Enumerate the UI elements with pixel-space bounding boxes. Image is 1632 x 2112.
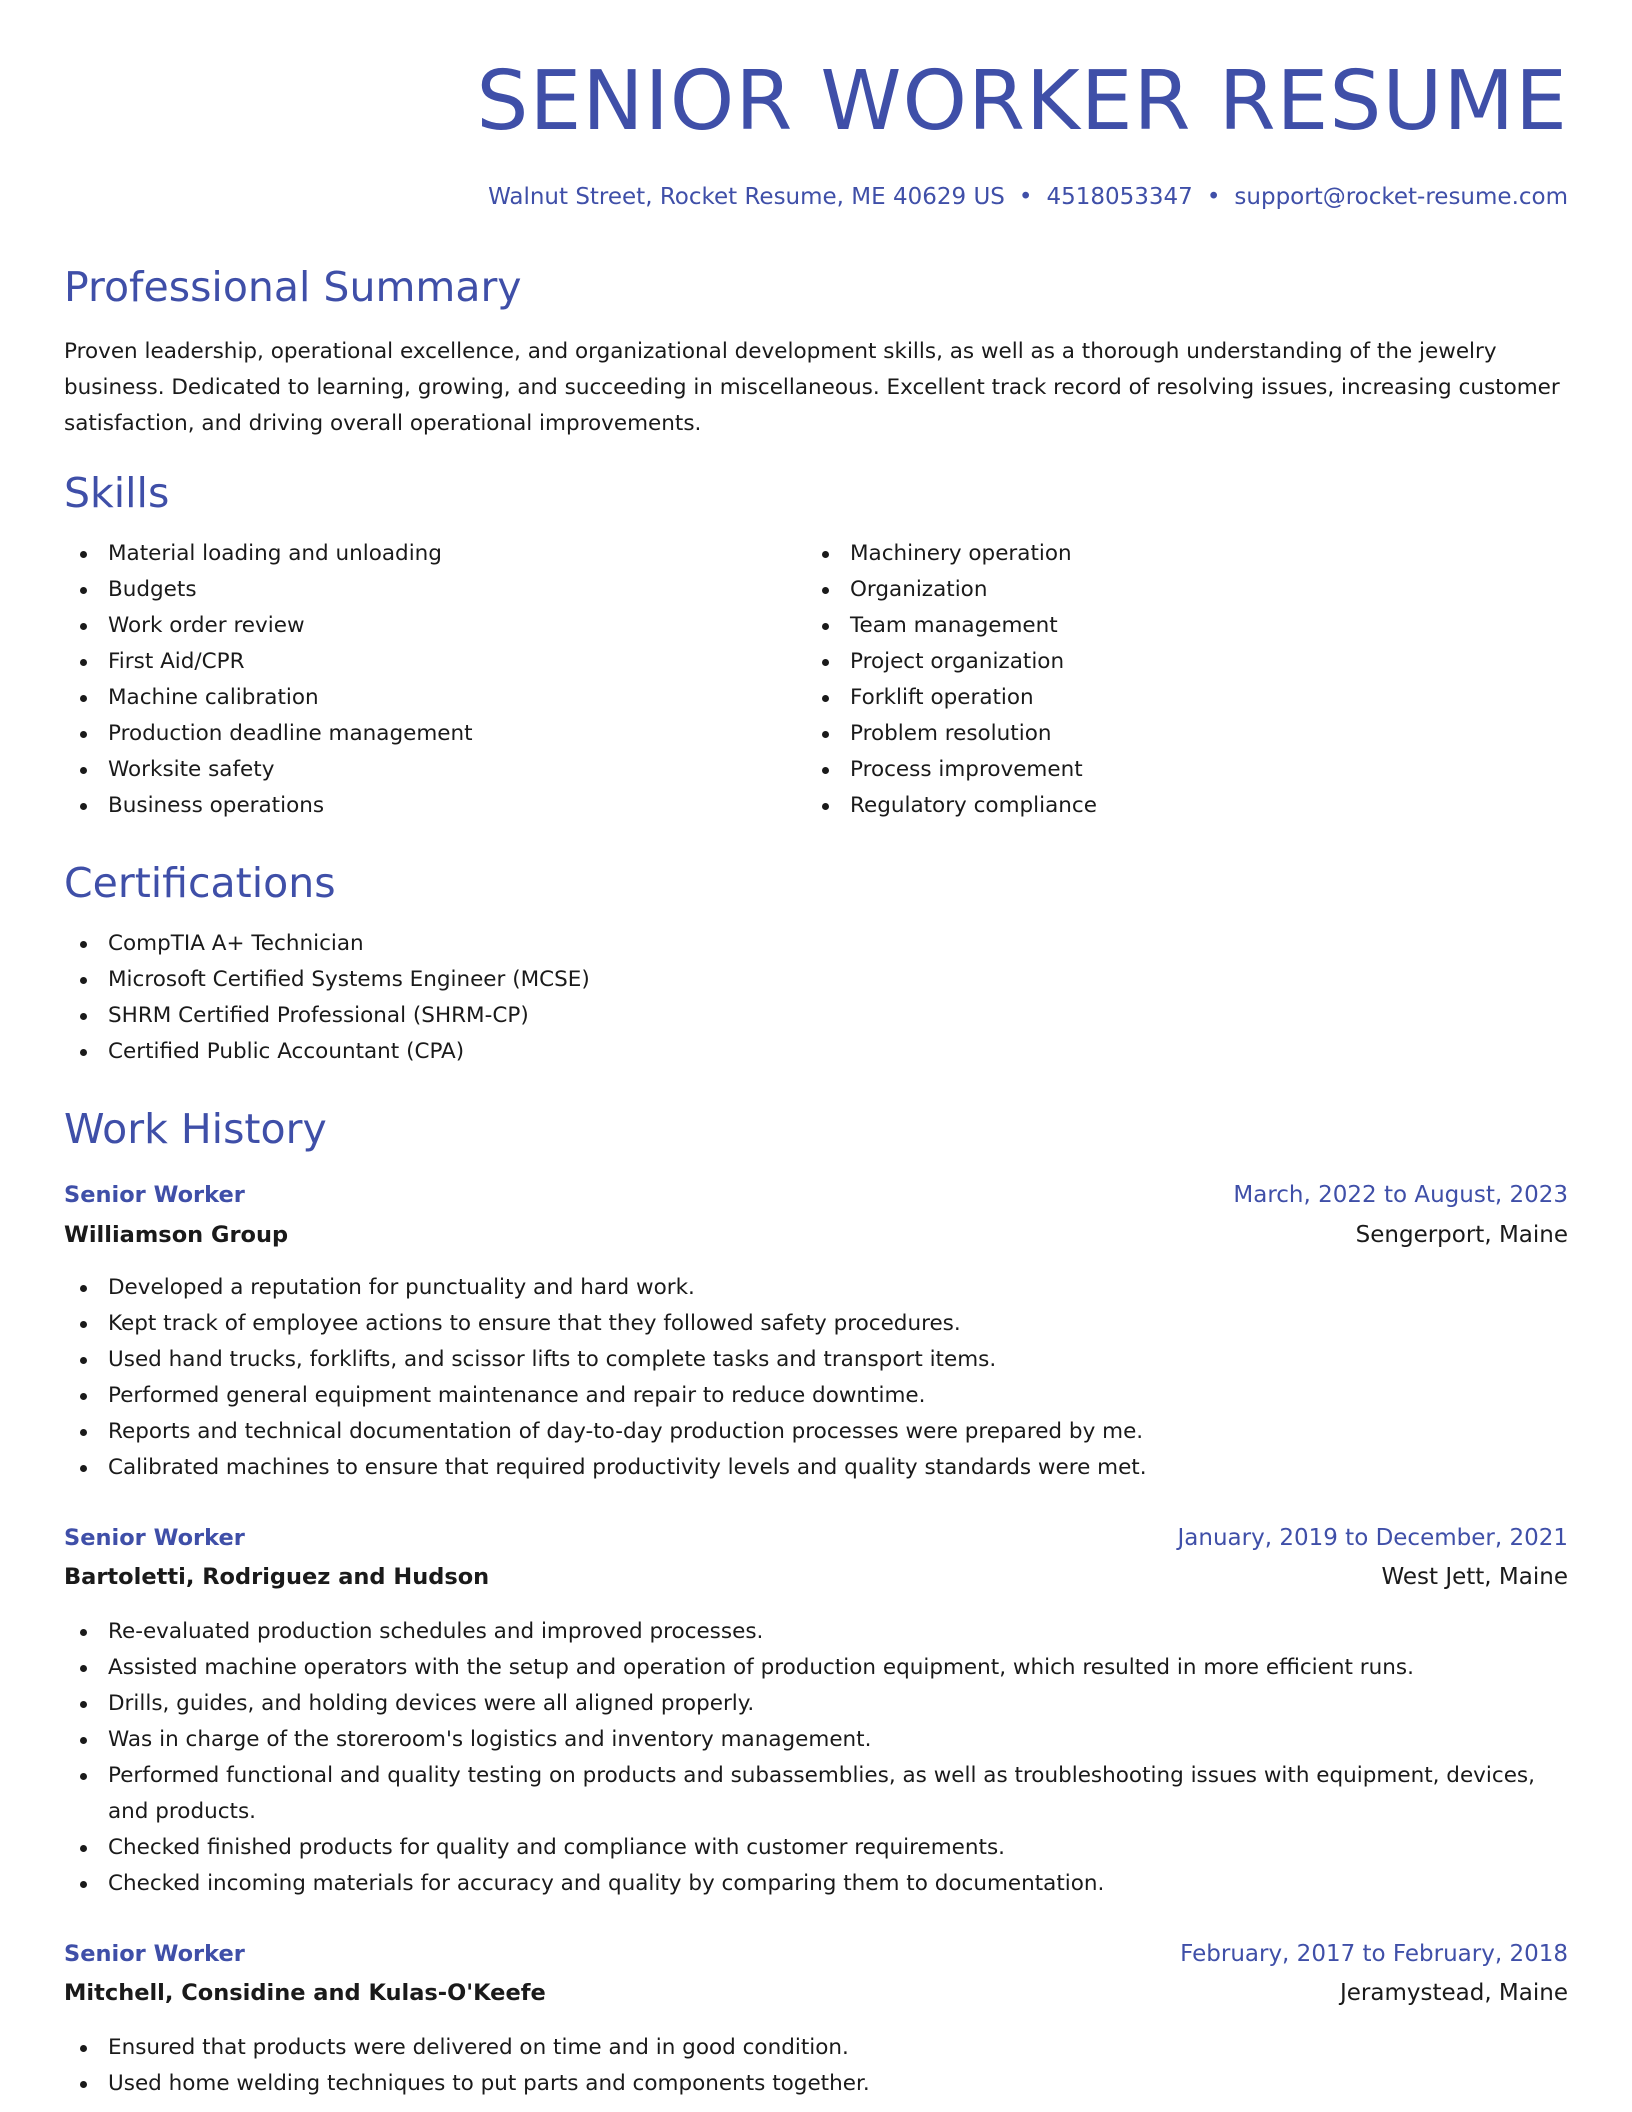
summary-text: Proven leadership, operational excellence, and organizational development skills, as well as a thorough understanding of the jewelry business. Dedicated to learning, growing, and succeeding in miscellaneous. Excellent track record of resolving issues, increasing customer satisfaction, and driving overall operational improvements. [64,339,1560,436]
job-duty-item: Developed a reputation for punctuality and hard work. [64,1270,1568,1306]
skill-item: Production deadline management [64,716,764,752]
bullet-separator: • [1018,184,1033,210]
resume-title: SENIOR WORKER RESUME [476,54,1568,149]
job-duty-item: Re-evaluated production schedules and improved processes. [64,1614,1568,1650]
job-duties-list [64,1614,1568,1902]
certification-item: CompTIA A+ Technician [64,926,1568,962]
skills-list-right [806,536,1506,824]
skill-item: Project organization [806,644,1506,680]
skill-item: Regulatory compliance [806,788,1506,824]
section-heading-certifications: Certifications [64,859,336,907]
skill-item: Team management [806,608,1506,644]
job-duty-item: Kept track of employee actions to ensure that they followed safety procedures. [64,1306,1568,1342]
job-duty-item: Ensured that products were delivered on time and in good condition. [64,2030,1568,2066]
job-duty-item: Performed general equipment maintenance and repair to reduce downtime. [64,1378,1568,1414]
job-duty-item: Checked incoming materials for accuracy and quality by comparing them to documentation. [64,1866,1568,1902]
job-duty-item: Calibrated machines to ensure that required productivity levels and quality standards were met. [64,1450,1568,1486]
contact-email[interactable]: support@rocket-resume.com [1234,184,1568,210]
skill-item: Machine calibration [64,680,764,716]
section-heading-summary: Professional Summary [64,263,522,311]
job-duty-item: Drills, guides, and holding devices were all aligned properly. [64,1686,1568,1722]
job-duty-item: Used hand trucks, forklifts, and scissor lifts to complete tasks and transport items. [64,1342,1568,1378]
contact-address: Walnut Street, Rocket Resume, ME 40629 US [488,184,1005,210]
skill-item: Organization [806,572,1506,608]
job-dates: January, 2019 to December, 2021 [1177,1525,1568,1551]
bullet-separator: • [1206,184,1221,210]
certifications-list [64,926,1568,1070]
certification-item: Certified Public Accountant (CPA) [64,1034,1568,1070]
skill-item: Forklift operation [806,680,1506,716]
job-duties-list [64,1270,1568,1486]
section-heading-skills: Skills [64,469,170,517]
skill-item: Business operations [64,788,764,824]
job-title: Senior Worker [64,1941,245,1967]
section-heading-work-history: Work History [64,1105,327,1153]
job-duty-item: Performed functional and quality testing on products and subassemblies, as well as troubleshooting issues with equipment, devices, and products. [64,1758,1568,1830]
skill-item: First Aid/CPR [64,644,764,680]
skill-item: Worksite safety [64,752,764,788]
skill-item: Process improvement [806,752,1506,788]
skill-item: Budgets [64,572,764,608]
job-dates: March, 2022 to August, 2023 [1233,1182,1568,1208]
job-company: Mitchell, Considine and Kulas-O'Keefe [64,1980,546,2006]
job-duty-item: Used home welding techniques to put parts and components together. [64,2066,1568,2102]
certification-item: SHRM Certified Professional (SHRM-CP) [64,998,1568,1034]
job-duty-item: Was in charge of the storeroom's logistics and inventory management. [64,1722,1568,1758]
job-title: Senior Worker [64,1525,245,1551]
skill-item: Machinery operation [806,536,1506,572]
job-title: Senior Worker [64,1182,245,1208]
job-company: Bartoletti, Rodriguez and Hudson [64,1564,490,1590]
job-duty-item: Assisted machine operators with the setup and operation of production equipment, which resulted in more efficient runs. [64,1650,1568,1686]
job-duties-list [64,2030,1568,2102]
job-location: Jeramystead, Maine [1339,1980,1568,2006]
job-location: Sengerport, Maine [1355,1222,1568,1248]
contact-line [488,180,1568,214]
job-duty-item: Reports and technical documentation of day-to-day production processes were prepared by me. [64,1414,1568,1450]
skill-item: Material loading and unloading [64,536,764,572]
skill-item: Work order review [64,608,764,644]
skills-list-left [64,536,764,824]
job-company: Williamson Group [64,1222,289,1248]
skill-item: Problem resolution [806,716,1506,752]
job-duty-item: Checked finished products for quality and compliance with customer requirements. [64,1830,1568,1866]
job-dates: February, 2017 to February, 2018 [1180,1941,1568,1967]
job-location: West Jett, Maine [1381,1564,1568,1590]
certification-item: Microsoft Certified Systems Engineer (MCSE) [64,962,1568,998]
contact-phone[interactable]: 4518053347 [1046,184,1193,210]
